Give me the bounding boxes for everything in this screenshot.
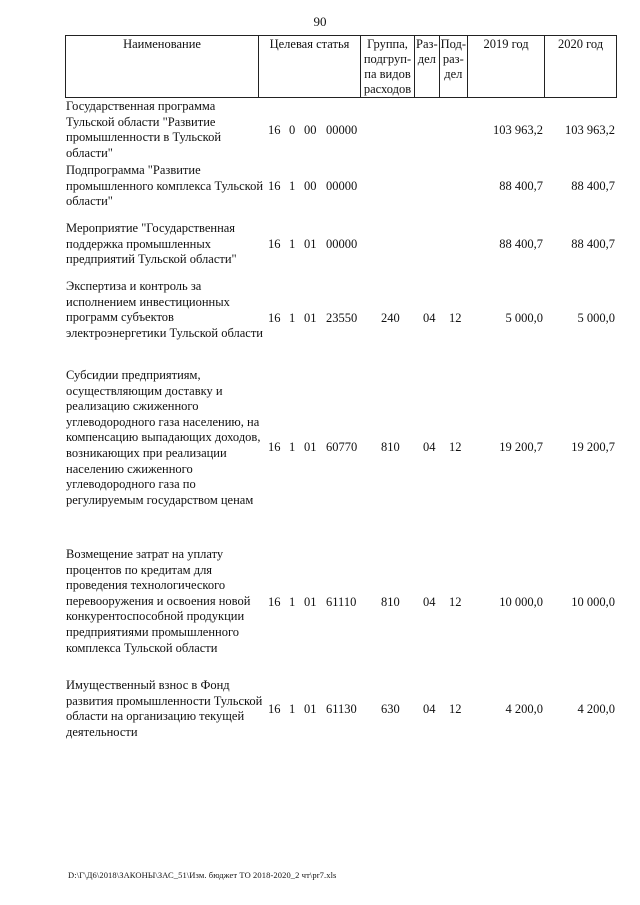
target-code-measure: 00 [304, 179, 317, 193]
row-name: Государственная программа Тульской области "Развитие промышленности в Тульской области" [66, 99, 222, 160]
target-code-measure: 01 [304, 237, 317, 251]
row-name: Субсидии предприятиям, осуществляющим доставку и реализацию сжиженного углеводородного газа населению, на компенсацию выпадающих доходов, возникающих при реализации населению сжиженного углеводородного газа по регулируемым государством ценам [66, 368, 261, 507]
expense-group: 810 [381, 440, 400, 454]
page-number: 90 [313, 14, 327, 29]
amount-2020: 19 200,7 [571, 440, 615, 454]
podrazdel: 12 [449, 440, 462, 454]
target-code-subprogram: 1 [289, 311, 296, 325]
amount-2020: 103 963,2 [565, 123, 615, 137]
header-name: Наименование [66, 36, 259, 98]
row-name: Подпрограмма "Развитие промышленного комплекса Тульской области" [66, 163, 264, 209]
target-code-direction: 61130 [326, 702, 357, 716]
podrazdel: 12 [449, 311, 462, 325]
target-code-program: 16 [268, 237, 281, 251]
target-code-program: 16 [268, 440, 281, 454]
podrazdel: 12 [449, 595, 462, 609]
target-code-program: 16 [268, 595, 281, 609]
amount-2020: 88 400,7 [571, 237, 615, 251]
header-target-article: Целевая статья [259, 36, 361, 98]
target-code-direction: 60770 [326, 440, 358, 454]
expense-group: 240 [381, 311, 400, 325]
amount-2019: 88 400,7 [499, 179, 543, 193]
target-code-subprogram: 1 [289, 440, 296, 454]
target-code-program: 16 [268, 702, 281, 716]
target-code-program: 16 [268, 123, 281, 137]
target-code-direction: 61110 [326, 595, 357, 609]
amount-2020: 10 000,0 [571, 595, 615, 609]
target-code-direction: 00000 [326, 237, 358, 251]
header-razdel: Раз-дел [415, 36, 440, 98]
target-code-direction: 00000 [326, 123, 358, 137]
header-expense-group: Группа, подгруп-па видов расходов [361, 36, 415, 98]
header-year-2019: 2019 год [468, 36, 545, 98]
target-code-subprogram: 1 [289, 179, 296, 193]
target-code-direction: 00000 [326, 179, 358, 193]
header-year-2020: 2020 год [545, 36, 617, 98]
file-path-footer: D:\Г\Д6\2018\ЗАКОНЫ\ЗАС_51\Изм. бюджет ТО 2018-2020_2 чт\pr7.xls [68, 870, 337, 880]
amount-2019: 5 000,0 [505, 311, 543, 325]
expense-group: 630 [381, 702, 400, 716]
amount-2019: 10 000,0 [499, 595, 543, 609]
amount-2019: 4 200,0 [505, 702, 543, 716]
target-code-subprogram: 0 [289, 123, 296, 137]
target-code-subprogram: 1 [289, 237, 296, 251]
amount-2020: 4 200,0 [577, 702, 615, 716]
table-header [65, 35, 617, 98]
target-code-program: 16 [268, 311, 281, 325]
target-code-measure: 01 [304, 595, 317, 609]
razdel: 04 [423, 440, 436, 454]
amount-2020: 5 000,0 [577, 311, 615, 325]
target-code-subprogram: 1 [289, 702, 296, 716]
razdel: 04 [423, 595, 436, 609]
razdel: 04 [423, 702, 436, 716]
row-name: Мероприятие "Государственная поддержка промышленных предприятий Тульской области" [66, 221, 237, 267]
target-code-program: 16 [268, 179, 281, 193]
target-code-measure: 01 [304, 440, 317, 454]
razdel: 04 [423, 311, 436, 325]
amount-2020: 88 400,7 [571, 179, 615, 193]
target-code-subprogram: 1 [289, 595, 296, 609]
amount-2019: 103 963,2 [493, 123, 543, 137]
podrazdel: 12 [449, 702, 462, 716]
amount-2019: 88 400,7 [499, 237, 543, 251]
row-name: Возмещение затрат на уплату процентов по кредитам для проведения технологического перевооружения и освоения новой конкурентоспособной продукции предприятиями промышленного комплекса Тульской области [66, 547, 251, 655]
target-code-measure: 01 [304, 311, 317, 325]
row-name: Экспертиза и контроль за исполнением инвестиционных программ субъектов электроэнергетики Тульской области [66, 279, 263, 340]
header-podrazdel: Под-раз-дел [439, 36, 467, 98]
row-name: Имущественный взнос в Фонд развития промышленности Тульской области на организацию текущей деятельности [66, 678, 263, 739]
target-code-direction: 23550 [326, 311, 358, 325]
target-code-measure: 01 [304, 702, 317, 716]
target-code-measure: 00 [304, 123, 317, 137]
expense-group: 810 [381, 595, 400, 609]
amount-2019: 19 200,7 [499, 440, 543, 454]
